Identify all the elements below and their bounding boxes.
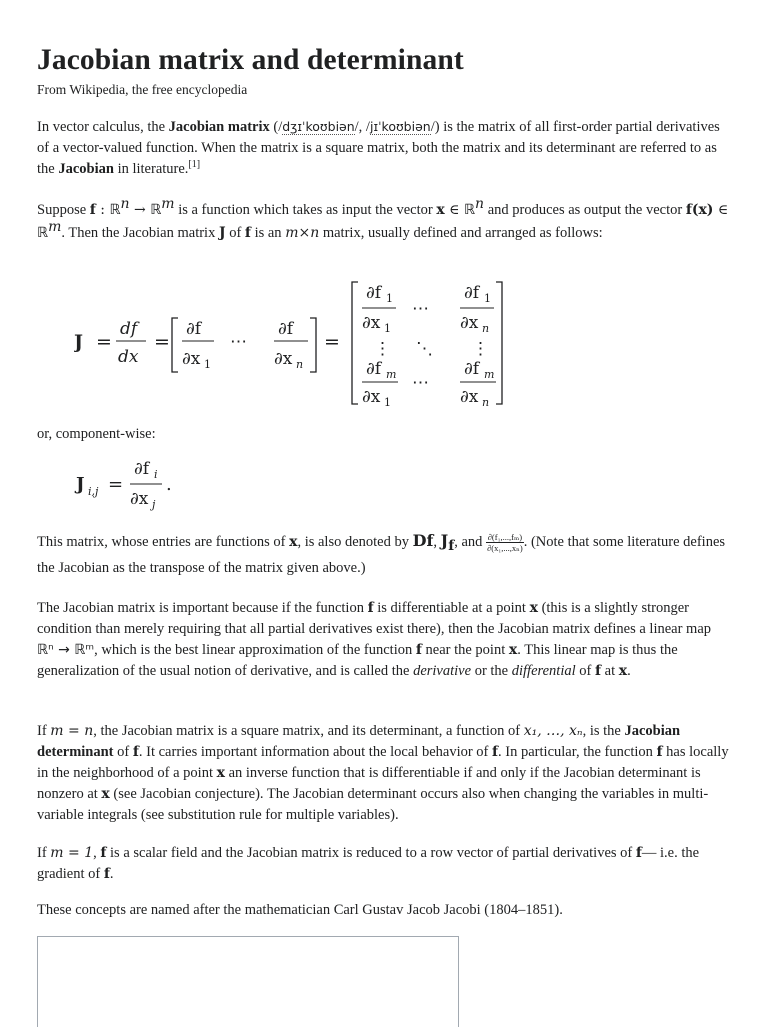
svg-text:∂x: ∂x <box>130 489 149 509</box>
svg-text:⋯: ⋯ <box>230 332 247 352</box>
svg-text:=: = <box>324 331 340 353</box>
svg-text:⋮: ⋮ <box>374 339 391 359</box>
svg-text:i,j: i,j <box>88 485 99 498</box>
notation-paragraph: This matrix, whose entries are functions of x, is also denoted by Df, $J_f$, and $\frac{\text{∂(f₁,...,fₘ)}}{\text{∂(x₁,...,xₙ)}}$ . (Note that some literature defines the Jacobian as the transpose of the matrix given above.) <box>37 531 726 576</box>
svg-text:∂f: ∂f <box>278 319 294 339</box>
svg-text:n: n <box>482 396 490 409</box>
svg-text:.: . <box>166 474 172 495</box>
svg-text:∂x: ∂x <box>460 387 479 407</box>
history-paragraph: These concepts are named after the mathematician Carl Gustav Jacob Jacobi (1804–1851). <box>37 902 563 918</box>
svg-text:∂f: ∂f <box>134 459 150 479</box>
svg-text:1: 1 <box>386 292 393 305</box>
component-equation <box>74 452 204 514</box>
jacobian-fraction-notation: $\frac{\text{∂(f₁,...,fₘ)}}{\text{∂(x₁,...,xₙ)}}$ <box>487 532 523 554</box>
intro-paragraph: In vector calculus, the Jacobian matrix (/dʒɪˈkoʊbiən/, /jɪˈkoʊbiən/) is the matrix of all first-order partial derivatives of a vector-valued function. When the matrix is a square matrix, both the matrix and its determinant are referred to as the Jacobian in literature.[1] <box>37 119 720 177</box>
determinant-paragraph: If m = n, the Jacobian matrix is a square matrix, and its determinant, a function of x₁, …, xₙ, is the Jacobian determinant of f. It carries important information about the local behavior of f. In particular, the function f has locally in the neighborhood of a point x an inverse function that is differentiable if and only if the Jacobian determinant is nonzero at x (see Jacobian conjecture). The Jacobian determinant occurs also when changing the variables in multi-variable integrals (see substitution rule for multiple variables). <box>37 723 729 823</box>
ipa-pronunciation-link[interactable]: dʒɪˈkoʊbiən <box>282 119 355 134</box>
svg-text:∂f: ∂f <box>464 359 480 379</box>
svg-text:∂x: ∂x <box>362 313 381 333</box>
svg-text:df: df <box>120 319 138 339</box>
contents-box <box>37 936 459 1027</box>
svg-text:J: J <box>74 331 83 353</box>
svg-text:∂x: ∂x <box>274 349 293 369</box>
scalar-field-paragraph: If m = 1, f is a scalar field and the Jacobian matrix is reduced to a row vector of partial derivatives of f— i.e. the gradient of f. <box>37 845 700 882</box>
svg-text:∂f: ∂f <box>366 359 382 379</box>
svg-text:=: = <box>108 474 124 495</box>
svg-text:j: j <box>152 498 156 511</box>
svg-text:m: m <box>484 368 495 381</box>
svg-text:1: 1 <box>204 358 211 371</box>
svg-text:n: n <box>296 358 304 371</box>
svg-text:∂f: ∂f <box>186 319 202 339</box>
jacobian-matrix-equation <box>74 276 514 410</box>
svg-text:∂f: ∂f <box>464 283 480 303</box>
svg-text:∂x: ∂x <box>182 349 201 369</box>
svg-text:i: i <box>154 468 158 481</box>
svg-text:=: = <box>154 331 170 353</box>
svg-text:1: 1 <box>484 292 491 305</box>
svg-text:=: = <box>96 331 112 353</box>
svg-text:∂x: ∂x <box>362 387 381 407</box>
page-title: Jacobian matrix and determinant <box>37 44 464 76</box>
tagline: From Wikipedia, the free encyclopedia <box>37 82 248 97</box>
svg-text:1: 1 <box>384 322 391 335</box>
svg-text:∂x: ∂x <box>460 313 479 333</box>
svg-text:⋯: ⋯ <box>412 299 429 319</box>
svg-text:⋮: ⋮ <box>472 339 489 359</box>
definition-paragraph: Suppose f : ℝ$^n$ → ℝ$^m$ is a function which takes as input the vector x ∈ ℝ$^n$ and produces as output the vector f(x) ∈ ℝ$^m$. Then the Jacobian matrix J of f is an m×n matrix, usually defined and arranged as follows: <box>37 196 729 241</box>
svg-text:⋯: ⋯ <box>412 373 429 393</box>
svg-text:1: 1 <box>384 396 391 409</box>
importance-paragraph: The Jacobian matrix is important because if the function f is differentiable at a point x (this is a slightly stronger condition than merely requiring that all partial derivatives exist there), then the Jacobian matrix defines a linear map ℝⁿ → ℝᵐ, which is the best linear approximation of the function f near the point x. This linear map is thus the generalization of the usual notion of derivative, and is called the derivative or the differential of f at x. <box>37 600 712 679</box>
svg-text:⋱: ⋱ <box>416 339 433 359</box>
svg-text:∂f: ∂f <box>366 283 382 303</box>
svg-text:n: n <box>482 322 490 335</box>
ipa-pronunciation-link-2[interactable]: jɪˈkoʊbiən <box>369 119 431 134</box>
svg-text:J: J <box>76 474 85 495</box>
component-wise-label: or, component-wise: <box>37 426 156 442</box>
reference-link[interactable]: [1] <box>188 159 201 170</box>
svg-text:dx: dx <box>118 347 139 367</box>
svg-text:m: m <box>386 368 397 381</box>
